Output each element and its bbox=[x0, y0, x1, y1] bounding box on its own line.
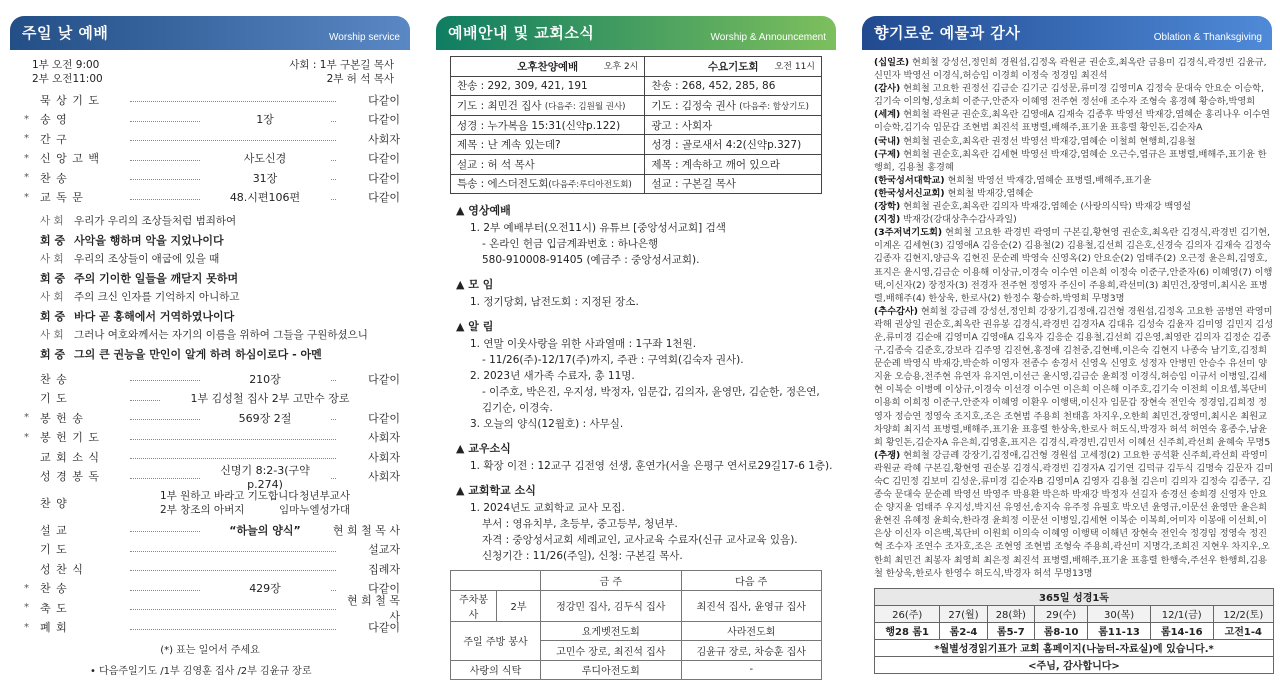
offering-entry bbox=[874, 148, 1274, 174]
bible-reading: 롬8-10 bbox=[1034, 622, 1087, 639]
stand-mark: * bbox=[24, 152, 29, 164]
order-leader: 사회자 bbox=[368, 132, 400, 146]
order-leader: 사회자 bbox=[368, 470, 400, 484]
news-item: - 온라인 헌금 입금계좌번호 : 하나은행 bbox=[482, 238, 659, 251]
offering-category: (한국성서신교회) bbox=[874, 187, 945, 199]
offering-names: 현희철 박영선 박재강,염혜순 표병렬,배해주,표기윤 bbox=[947, 174, 1152, 186]
order-label: 송 영 bbox=[40, 113, 68, 127]
table-cell: 기도 : 최민건 집사 (다음주: 김원월 권사) bbox=[451, 96, 645, 116]
order-leader: 다같이 bbox=[368, 93, 400, 107]
order-item bbox=[10, 149, 410, 169]
responsive-line bbox=[10, 325, 410, 344]
offering-title: 향기로운 예물과 감사 bbox=[874, 24, 1021, 42]
this-week-header: 금 주 bbox=[541, 571, 682, 591]
responsive-line bbox=[10, 249, 410, 268]
responsive-speaker: 회 중 bbox=[40, 233, 66, 247]
bible-day: 27(월) bbox=[940, 605, 987, 622]
order-leader: 다같이 bbox=[368, 113, 400, 127]
news-list bbox=[436, 202, 836, 564]
bible-reading: 롬2-4 bbox=[940, 622, 987, 639]
responsive-reading bbox=[10, 211, 410, 363]
order-label: 찬 송 bbox=[40, 582, 68, 596]
table-cell: 설교 : 구본길 목사 bbox=[645, 174, 822, 194]
offering-names: 현희철 강금례 강성선,정인희 강장기,김정애,김건형 경원섭,김정옥 고요한 곰병연 곽영미 곽해 권상일 권순호,최옥란 권유봉 김경식,곽경빈 김경자A 김대유 김성숙 김윤자 김미영 김민지 김성운,류미경 김순애 김영미A 김영애A 김옥자 김응순 김용철,김선희 김은영,최영란 김의자 김정순 김종구,김종숙 김준호,강보라 김주영 김진현,홍정애 김천중,김현배,이은숙 김현지 나종숙 남기호,김정희 문순례 박영식 박재강,박순하 이영자 전종수 송경서 신영옥 신영호 성정자 안병민 안승수 유선미 양지윤 오승용,전주현 유연자 유지연,이선근 윤시영,김금순 윤희정 이경식,허승임 이규서 이병일,김세현 이복순 이병예 이상규,이경숙 이선경 이수연 이은희 이은해 이주호,김기숙 이전희 이요셉,복단비 이용희 이희정 이준구,안준자 이혜영 이환우 이행택,이신자 임문갑 장현숙 전인숙 정경임,김희정 정영자 정승연 정영숙 조지호,조은 조현범 주용희 천태흠 차지우,오한희 최민건,장영미,최시온 최원교 차양희 최지석 표병렬,배해주,표기윤 표흥렬 한상욱,한로사 허도식,박경자 허석 허연숙 홍종수,남윤희 황인돈,김순자A 유은희,김영훈,표지은 김경식,곽경빈,김민서 이혜선 신주희,곽선희 윤혜숙 무명5 bbox=[874, 305, 1274, 448]
table-cell: 광고 : 사회자 bbox=[645, 115, 822, 135]
bible-reading: 행28 롬1 bbox=[875, 622, 940, 639]
announcement-column bbox=[436, 16, 836, 680]
order-label: 기 도 bbox=[40, 543, 68, 557]
order-leader: 다같이 bbox=[368, 152, 400, 166]
order-detail: 사도신경 bbox=[200, 150, 330, 166]
order-label: 간 구 bbox=[40, 132, 68, 146]
stand-mark: * bbox=[24, 582, 29, 594]
table-cell: 정강민 집사, 김두식 집사 bbox=[541, 590, 682, 621]
leader-dots bbox=[130, 570, 336, 571]
order-detail: 31장 bbox=[200, 170, 330, 186]
announcement-header bbox=[436, 16, 836, 50]
table-label: 사랑의 식탁 bbox=[451, 660, 541, 680]
news-item: 1. 확장 이전 : 12교구 김전영 선생, 훈연가(서울 은평구 연서로29길17-6 1층). bbox=[470, 460, 833, 473]
order-item bbox=[10, 618, 410, 638]
responsive-line bbox=[10, 344, 410, 363]
responsive-text: 바다 곧 홍해에서 거역하였나이다 bbox=[74, 309, 235, 323]
order-of-worship-2 bbox=[10, 369, 410, 491]
services-table bbox=[450, 56, 822, 194]
offering-category: (지정) bbox=[874, 214, 901, 226]
order-item bbox=[10, 90, 410, 110]
bible-day: 28(화) bbox=[987, 605, 1034, 622]
order-item bbox=[10, 129, 410, 149]
table-cell: 찬송 : 292, 309, 421, 191 bbox=[451, 76, 645, 96]
order-leader: 사회자 bbox=[368, 450, 400, 464]
bible-day: 29(수) bbox=[1034, 605, 1087, 622]
offering-category: (세계) bbox=[874, 109, 901, 121]
responsive-speaker: 회 중 bbox=[40, 309, 66, 323]
news-item: 3. 오늘의 양식(12월호) : 사무실. bbox=[470, 418, 624, 431]
responsive-text: 주의 크신 인자를 기억하지 아니하고 bbox=[74, 291, 240, 303]
order-of-worship-1 bbox=[10, 90, 410, 207]
order-item bbox=[10, 188, 410, 208]
responsive-text: 우리의 조상들이 애굽에 있을 때 bbox=[74, 253, 220, 265]
responsive-text: 사악을 행하며 악을 지었나이다 bbox=[74, 233, 224, 247]
news-section bbox=[456, 318, 836, 432]
leader-dots bbox=[130, 458, 336, 459]
order-detail: 429장 bbox=[200, 580, 330, 596]
offering-category: (한국성서대학교) bbox=[874, 174, 945, 186]
next-prayer: • 다음주일기도 /1부 김영훈 집사 /2부 김윤규 장로 bbox=[90, 666, 312, 677]
responsive-speaker: 사 회 bbox=[40, 329, 64, 341]
offering-names: 박재강(강대상추수감사과일) bbox=[903, 214, 1017, 226]
table-cell: 루디아전도회 bbox=[541, 660, 682, 680]
leader-dots bbox=[130, 609, 336, 610]
news-section bbox=[456, 482, 836, 564]
order-item bbox=[10, 369, 410, 389]
offering-entry bbox=[874, 305, 1274, 449]
order-leader: 다같이 bbox=[368, 171, 400, 185]
order-detail: 신명기 8:2-3(구약p.274) bbox=[200, 462, 330, 491]
order-item bbox=[10, 463, 410, 491]
stand-mark: * bbox=[24, 621, 29, 633]
worship-title: 주일 낮 예배 bbox=[22, 24, 109, 42]
offering-entry bbox=[874, 213, 1274, 226]
next-week-header: 다음 주 bbox=[681, 571, 822, 591]
afternoon-service-header: 오후찬양예배 오후 2시 bbox=[451, 57, 645, 77]
order-detail: 1장 bbox=[200, 111, 330, 127]
stand-mark: * bbox=[24, 412, 29, 424]
responsive-speaker: 사 회 bbox=[40, 291, 64, 303]
anthem-1: 1부 원하고 바라고 기도합니다 bbox=[160, 490, 299, 502]
news-section bbox=[456, 202, 836, 268]
table-cell: 설교 : 허 석 목사 bbox=[451, 154, 645, 174]
order-of-worship-3 bbox=[10, 540, 410, 638]
offering-column bbox=[862, 16, 1272, 674]
order-item bbox=[10, 428, 410, 448]
table-cell: 찬송 : 268, 452, 285, 86 bbox=[645, 76, 822, 96]
responsive-speaker: 사 회 bbox=[40, 253, 64, 265]
order-item bbox=[10, 168, 410, 188]
offering-names: 현희철 고요한 곽경빈 곽영미 구본길,황현영 권순호,최옥란 김경식,곽경빈 김기현, 이계온 김세현(3) 김영애A 김응순(2) 김용철(2) 김용철,김선희 김은호,신경숙 김의자 김재숙 김정숙 김종자 김현지,양금옥 김현진 문순례 박영숙 신영옥(2) 안요순(2) 엄태주(2) 오근정 윤은희,김영호,표지은 윤시영,김금순 이용해 이상규,이경숙 이수연 이은희 이정숙 이준구,안준자(6) 이혜영(7) 이행택,이신자(2) 장정자(3) 전경자 전주현 정영자 주신이 주용희,곽선미(3) 최민건,장영미,최시온 표병렬,배해주(4) 한상욱, 한로사(2) 한정수 황승하,박영희 무명3명 bbox=[874, 227, 1273, 304]
standing-note: (*) 표는 일어서 주세요 bbox=[160, 645, 260, 656]
order-detail: 1부 김성철 집사 2부 고만수 장로 bbox=[160, 390, 380, 406]
bible-readings bbox=[875, 622, 1274, 639]
table-cell: 고민수 장로, 최진석 집사 bbox=[541, 641, 682, 661]
order-leader: 집례자 bbox=[368, 562, 400, 576]
offering-names: 현희철 곽원균 권순호,최옥란 김영애A 김재숙 김종후 박영선 박재강,염혜순 홍리나우 이수연 이승학,김기숙 임문갑 조현범 최진석 표병렬,배해주,표기윤 표흥렬 황인돈,김순자A bbox=[874, 109, 1270, 134]
bible-day: 12/2(토) bbox=[1213, 605, 1273, 622]
offering-eng-title: Oblation & Thanksgiving bbox=[1153, 32, 1262, 43]
anthem-2: 2부 창조의 아버지 bbox=[160, 504, 245, 516]
order-leader: 사회자 bbox=[368, 431, 400, 445]
bible-days bbox=[875, 605, 1274, 622]
news-section bbox=[456, 276, 836, 310]
announcement-eng-title: Worship & Announcement bbox=[710, 32, 826, 43]
news-item: - 11/26(주)-12/17(주)까지, 주관 : 구역회(김숙자 권사). bbox=[482, 354, 744, 367]
sermon-title: “하늘의 양식” bbox=[200, 522, 330, 538]
order-label: 신 앙 고 백 bbox=[40, 152, 100, 166]
bible-caption: 365일 성경1독 bbox=[875, 588, 1274, 605]
bible-thanks: <주님, 감사합니다> bbox=[875, 656, 1274, 673]
responsive-line bbox=[10, 287, 410, 306]
responsive-text: 그의 큰 권능을 만인이 알게 하려 하심이로다 - 아멘 bbox=[74, 347, 322, 361]
offering-entry bbox=[874, 200, 1274, 213]
stand-mark: * bbox=[24, 113, 29, 125]
offering-names: 현희철 박재강,염혜순 bbox=[947, 187, 1034, 199]
table-cell: 제목 : 계속하고 깨어 있으라 bbox=[645, 154, 822, 174]
offering-category: (국내) bbox=[874, 135, 901, 147]
order-label: 축 도 bbox=[40, 601, 68, 615]
bible-reading: 롬5-7 bbox=[987, 622, 1034, 639]
news-item: 김기순, 이경숙. bbox=[482, 402, 553, 415]
order-label: 봉 헌 송 bbox=[40, 411, 84, 425]
stand-mark: * bbox=[24, 431, 29, 443]
news-item: 신청기간 : 11/26(주일), 신청: 구본길 목사. bbox=[482, 550, 683, 563]
bible-reading: 롬14-16 bbox=[1150, 622, 1213, 639]
offering-category: (구제) bbox=[874, 148, 901, 160]
news-item: 자격 : 중앙성서교회 세례교인, 교사교육 수료자(신규 교사교육 있음). bbox=[482, 534, 798, 547]
offering-category: (추쟁) bbox=[874, 449, 901, 461]
order-label: 기 도 bbox=[40, 392, 68, 406]
news-heading: ▲ 모 임 bbox=[456, 278, 494, 292]
responsive-line bbox=[10, 306, 410, 325]
order-label: 교 독 문 bbox=[40, 191, 84, 205]
responsive-text: 우리가 우리의 조상들처럼 범죄하여 bbox=[74, 215, 237, 227]
offering-entry bbox=[874, 82, 1274, 108]
offering-names: 현희철 권순호,최옥란 김의자 박재강,염혜순 (사랑의식탁) 박재강 백영설 bbox=[903, 201, 1191, 213]
stand-mark: * bbox=[24, 602, 29, 614]
anthem-label: 찬 양 bbox=[40, 497, 68, 510]
host-1: 사회 : 1부 구본길 목사 bbox=[289, 59, 394, 71]
kitchen-label: 주일 주방 봉사 bbox=[451, 621, 541, 660]
order-detail: 210장 bbox=[200, 371, 330, 387]
offering-entry bbox=[874, 449, 1274, 580]
offering-entry bbox=[874, 108, 1274, 134]
responsive-line bbox=[10, 268, 410, 287]
parking-label: 주차봉사 bbox=[451, 590, 497, 621]
time-2: 2부 오전11:00 bbox=[32, 73, 103, 85]
bible-reading: 롬11-13 bbox=[1088, 622, 1151, 639]
table-cell: 최진석 집사, 윤영규 집사 bbox=[681, 590, 822, 621]
order-leader: 다같이 bbox=[368, 582, 400, 596]
offering-names: 현희철 권순호,최옥란 권정선 박영선 박재강,염혜순 이철희 현행희,김용철 bbox=[903, 135, 1196, 147]
offering-names: 현희철 고요한 권정선 김금순 김기군 김성문,류미경 김영미A 김정숙 문대숙 안요순 이승학, 김기숙 이의형,성초희 이준구,안준자 이혜영 전주현 정선애 조수자 조형숙 홍경혜 황승하,박영희 bbox=[874, 83, 1264, 108]
leader-dots bbox=[130, 551, 336, 552]
offering-category: (감사) bbox=[874, 83, 901, 95]
table-cell: 기도 : 김정숙 권사 (다음주: 함상기도) bbox=[645, 96, 822, 116]
offering-names: 현희철 권순호,최옥란 김세현 박영선 박재강,염혜순 오근수,염규은 표병렬,배해주,표기윤 한행희, 김용철 홍경혜 bbox=[874, 148, 1267, 173]
order-leader: 다같이 bbox=[368, 372, 400, 386]
offering-entry bbox=[874, 56, 1274, 82]
news-item: 1. 2부 예배부터(오전11시) 유튜브 [중앙성서교회] 검색 bbox=[470, 222, 726, 235]
order-leader: 다같이 bbox=[368, 621, 400, 635]
stand-mark: * bbox=[24, 172, 29, 184]
order-label: 묵 상 기 도 bbox=[40, 93, 100, 107]
order-item bbox=[10, 559, 410, 579]
order-label: 폐 회 bbox=[40, 621, 68, 635]
order-item bbox=[10, 408, 410, 428]
table-cell: 특송 : 에스더전도회(다음주:루디아전도회) bbox=[451, 174, 645, 194]
order-item bbox=[10, 110, 410, 130]
duty-table bbox=[450, 570, 822, 680]
bible-note: *월별성경읽기표가 교회 홈페이지(나눔터-자료실)에 있습니다.* bbox=[875, 639, 1274, 656]
leader-dots bbox=[130, 629, 336, 630]
offering-category: (3주저녁기도회) bbox=[874, 227, 943, 239]
stand-mark: * bbox=[24, 133, 29, 145]
order-leader: 다같이 bbox=[368, 191, 400, 205]
anthem-line bbox=[10, 486, 410, 520]
anthem-detail bbox=[160, 489, 350, 517]
news-heading: ▲ 알 림 bbox=[456, 320, 494, 334]
worship-eng-title: Worship service bbox=[329, 32, 400, 43]
offering-category: (십일조) bbox=[874, 57, 910, 68]
order-label: 교 회 소 식 bbox=[40, 450, 100, 464]
responsive-text: 주의 기이한 일들을 깨닫지 못하며 bbox=[74, 271, 239, 285]
responsive-line bbox=[10, 230, 410, 249]
offering-entry bbox=[874, 226, 1274, 305]
order-label: 찬 송 bbox=[40, 171, 68, 185]
order-item bbox=[10, 593, 410, 623]
responsive-speaker: 회 중 bbox=[40, 347, 66, 361]
order-detail: 48.시편106편 bbox=[200, 189, 330, 205]
order-leader: 다같이 bbox=[368, 411, 400, 425]
offering-entry bbox=[874, 187, 1274, 200]
bible-day: 12/1(금) bbox=[1150, 605, 1213, 622]
service-times bbox=[10, 50, 410, 86]
leader-dots bbox=[130, 140, 336, 141]
table-cell: 성경 : 누가복음 15:31(신약p.122) bbox=[451, 115, 645, 135]
news-item: - 이주호, 박은진, 우지성, 박정자, 임문갑, 김의자, 윤영만, 김순한, 정은연, bbox=[482, 386, 820, 399]
order-detail: 569장 2절 bbox=[200, 410, 330, 426]
offering-category: (장학) bbox=[874, 201, 901, 213]
parking-sub: 2부 bbox=[497, 590, 541, 621]
stand-mark: * bbox=[24, 191, 29, 203]
worship-header bbox=[10, 16, 410, 50]
table-cell: 성경 : 골로새서 4:2(신약p.327) bbox=[645, 135, 822, 155]
bible-reading-table bbox=[874, 588, 1274, 674]
responsive-speaker: 사 회 bbox=[40, 215, 64, 227]
anthem-1-by: 청년부교사 bbox=[299, 490, 350, 502]
news-item: 부서 : 영유치부, 초등부, 중고등부, 청년부. bbox=[482, 518, 678, 531]
table-cell: 요게벳전도회 bbox=[541, 621, 682, 641]
host-2: 2부 허 석 목사 bbox=[326, 73, 394, 85]
news-item: 2. 2023년 새가족 수료자, 총 11명. bbox=[470, 370, 635, 383]
offering-header bbox=[862, 16, 1272, 50]
offering-entry bbox=[874, 174, 1274, 187]
news-heading: ▲ 영상예배 bbox=[456, 204, 511, 218]
news-heading: ▲ 교회학교 소식 bbox=[456, 484, 536, 498]
news-item: 1. 정기당회, 남전도회 : 지정된 장소. bbox=[470, 296, 639, 309]
order-label: 성 찬 식 bbox=[40, 562, 84, 576]
anthem-2-by: 임마누엘성가대 bbox=[278, 504, 350, 516]
responsive-line bbox=[10, 211, 410, 230]
order-label: 봉 헌 기 도 bbox=[40, 431, 100, 445]
offering-entry bbox=[874, 135, 1274, 148]
offering-category: (추수감사) bbox=[874, 305, 918, 317]
news-item: 1. 2024년도 교회학교 교사 모집. bbox=[470, 502, 625, 515]
offering-names: 현희철 강성선,정인희 경원섭,김정옥 곽원균 권순호,최옥란 금용미 김경식,곽경빈 김윤규, 신민자 박영선 이경식,허승임 이경희 이정숙 정경임 최진석 bbox=[874, 57, 1267, 82]
table-cell: - bbox=[681, 660, 822, 680]
table-cell: 김윤규 장로, 차승훈 집사 bbox=[681, 641, 822, 661]
news-item: 580-910008-91405 (예금주 : 중앙성서교회). bbox=[482, 254, 700, 267]
announcement-title: 예배안내 및 교회소식 bbox=[448, 24, 595, 42]
responsive-speaker: 회 중 bbox=[40, 271, 66, 285]
order-item bbox=[10, 540, 410, 560]
leader-dots bbox=[130, 101, 336, 102]
order-leader: 설교자 bbox=[368, 543, 400, 557]
sermon-label: 설 교 bbox=[40, 523, 68, 537]
news-section bbox=[456, 440, 836, 474]
bible-reading: 고전1-4 bbox=[1213, 622, 1273, 639]
news-heading: ▲ 교우소식 bbox=[456, 442, 511, 456]
sermon-preacher: 현 희 철 목 사 bbox=[332, 523, 400, 537]
leader-dots bbox=[130, 439, 336, 440]
bible-day: 26(주) bbox=[875, 605, 940, 622]
offering-names: 현희철 강금례 강장기,김정애,김건형 경원섭 고세정(2) 고요한 공석환 신주희,곽선희 곽영미 곽원균 곽혜 구본길,황현영 권순봉 김경식,곽경빈 김경자A 김기연 김덕규 김두식 김명숙 김문자 김미숙C 김민정 김보미 김성운,류미경 김순자B 김영미A 김영자 김용철 김은미 김의자 김정숙 김종구, 김종숙 문대숙 문순례 박영선 박영주 박용환 박은하 박재강 박정자 선길자 송경선 송희경 신영자 안요순 양지윤 엄태주 우지성,박지선 유영선,송지숙 유주정 유필호 박오년 윤영규,이문선 윤영만 윤은희 윤현진 유혜정 윤희숙,한라경 윤희정 이문선 이병일,김세현 이복순 이복희,어미자 이봉애 이선희,이은상 이신자 이은백,복단비 이원희 이의숙 이혜영 이행택 이해년 장현숙 전인숙 정경임 정영숙 정진혁 조수자 조연수 조자호,조은 조현영 조현범 조형숙 주용희,곽선미 지명각,조희진 지현우 차지우,오한희 최민건 최봉자 최영희 최은정 최진석 표병렬,배해주,표기윤 표흥렬 한행숙,주선우 한행희,김용철 한상욱,한로사 한영수 허도식,박경자 허석 무명13명 bbox=[874, 449, 1274, 579]
table-cell: 사라전도회 bbox=[681, 621, 822, 641]
wednesday-service-header: 수요기도회 오전 11시 bbox=[645, 57, 822, 77]
worship-column bbox=[10, 16, 410, 677]
responsive-text: 그러나 여호와께서는 자기의 이름을 위하여 그들을 구원하셨으니 bbox=[74, 329, 368, 341]
order-label: 성 경 봉 독 bbox=[40, 470, 100, 484]
news-item: 1. 연말 이웃사랑을 위한 사과열매 : 1구좌 1천원. bbox=[470, 338, 697, 351]
table-cell: 제목 : 난 계속 있는데? bbox=[451, 135, 645, 155]
order-leader: 현 희 철 목 사 bbox=[347, 593, 400, 623]
bible-day: 30(목) bbox=[1088, 605, 1151, 622]
order-item bbox=[10, 389, 410, 409]
sermon-line bbox=[10, 520, 410, 540]
time-1: 1부 오전 9:00 bbox=[32, 59, 100, 71]
order-label: 찬 송 bbox=[40, 372, 68, 386]
offering-list bbox=[874, 56, 1274, 580]
